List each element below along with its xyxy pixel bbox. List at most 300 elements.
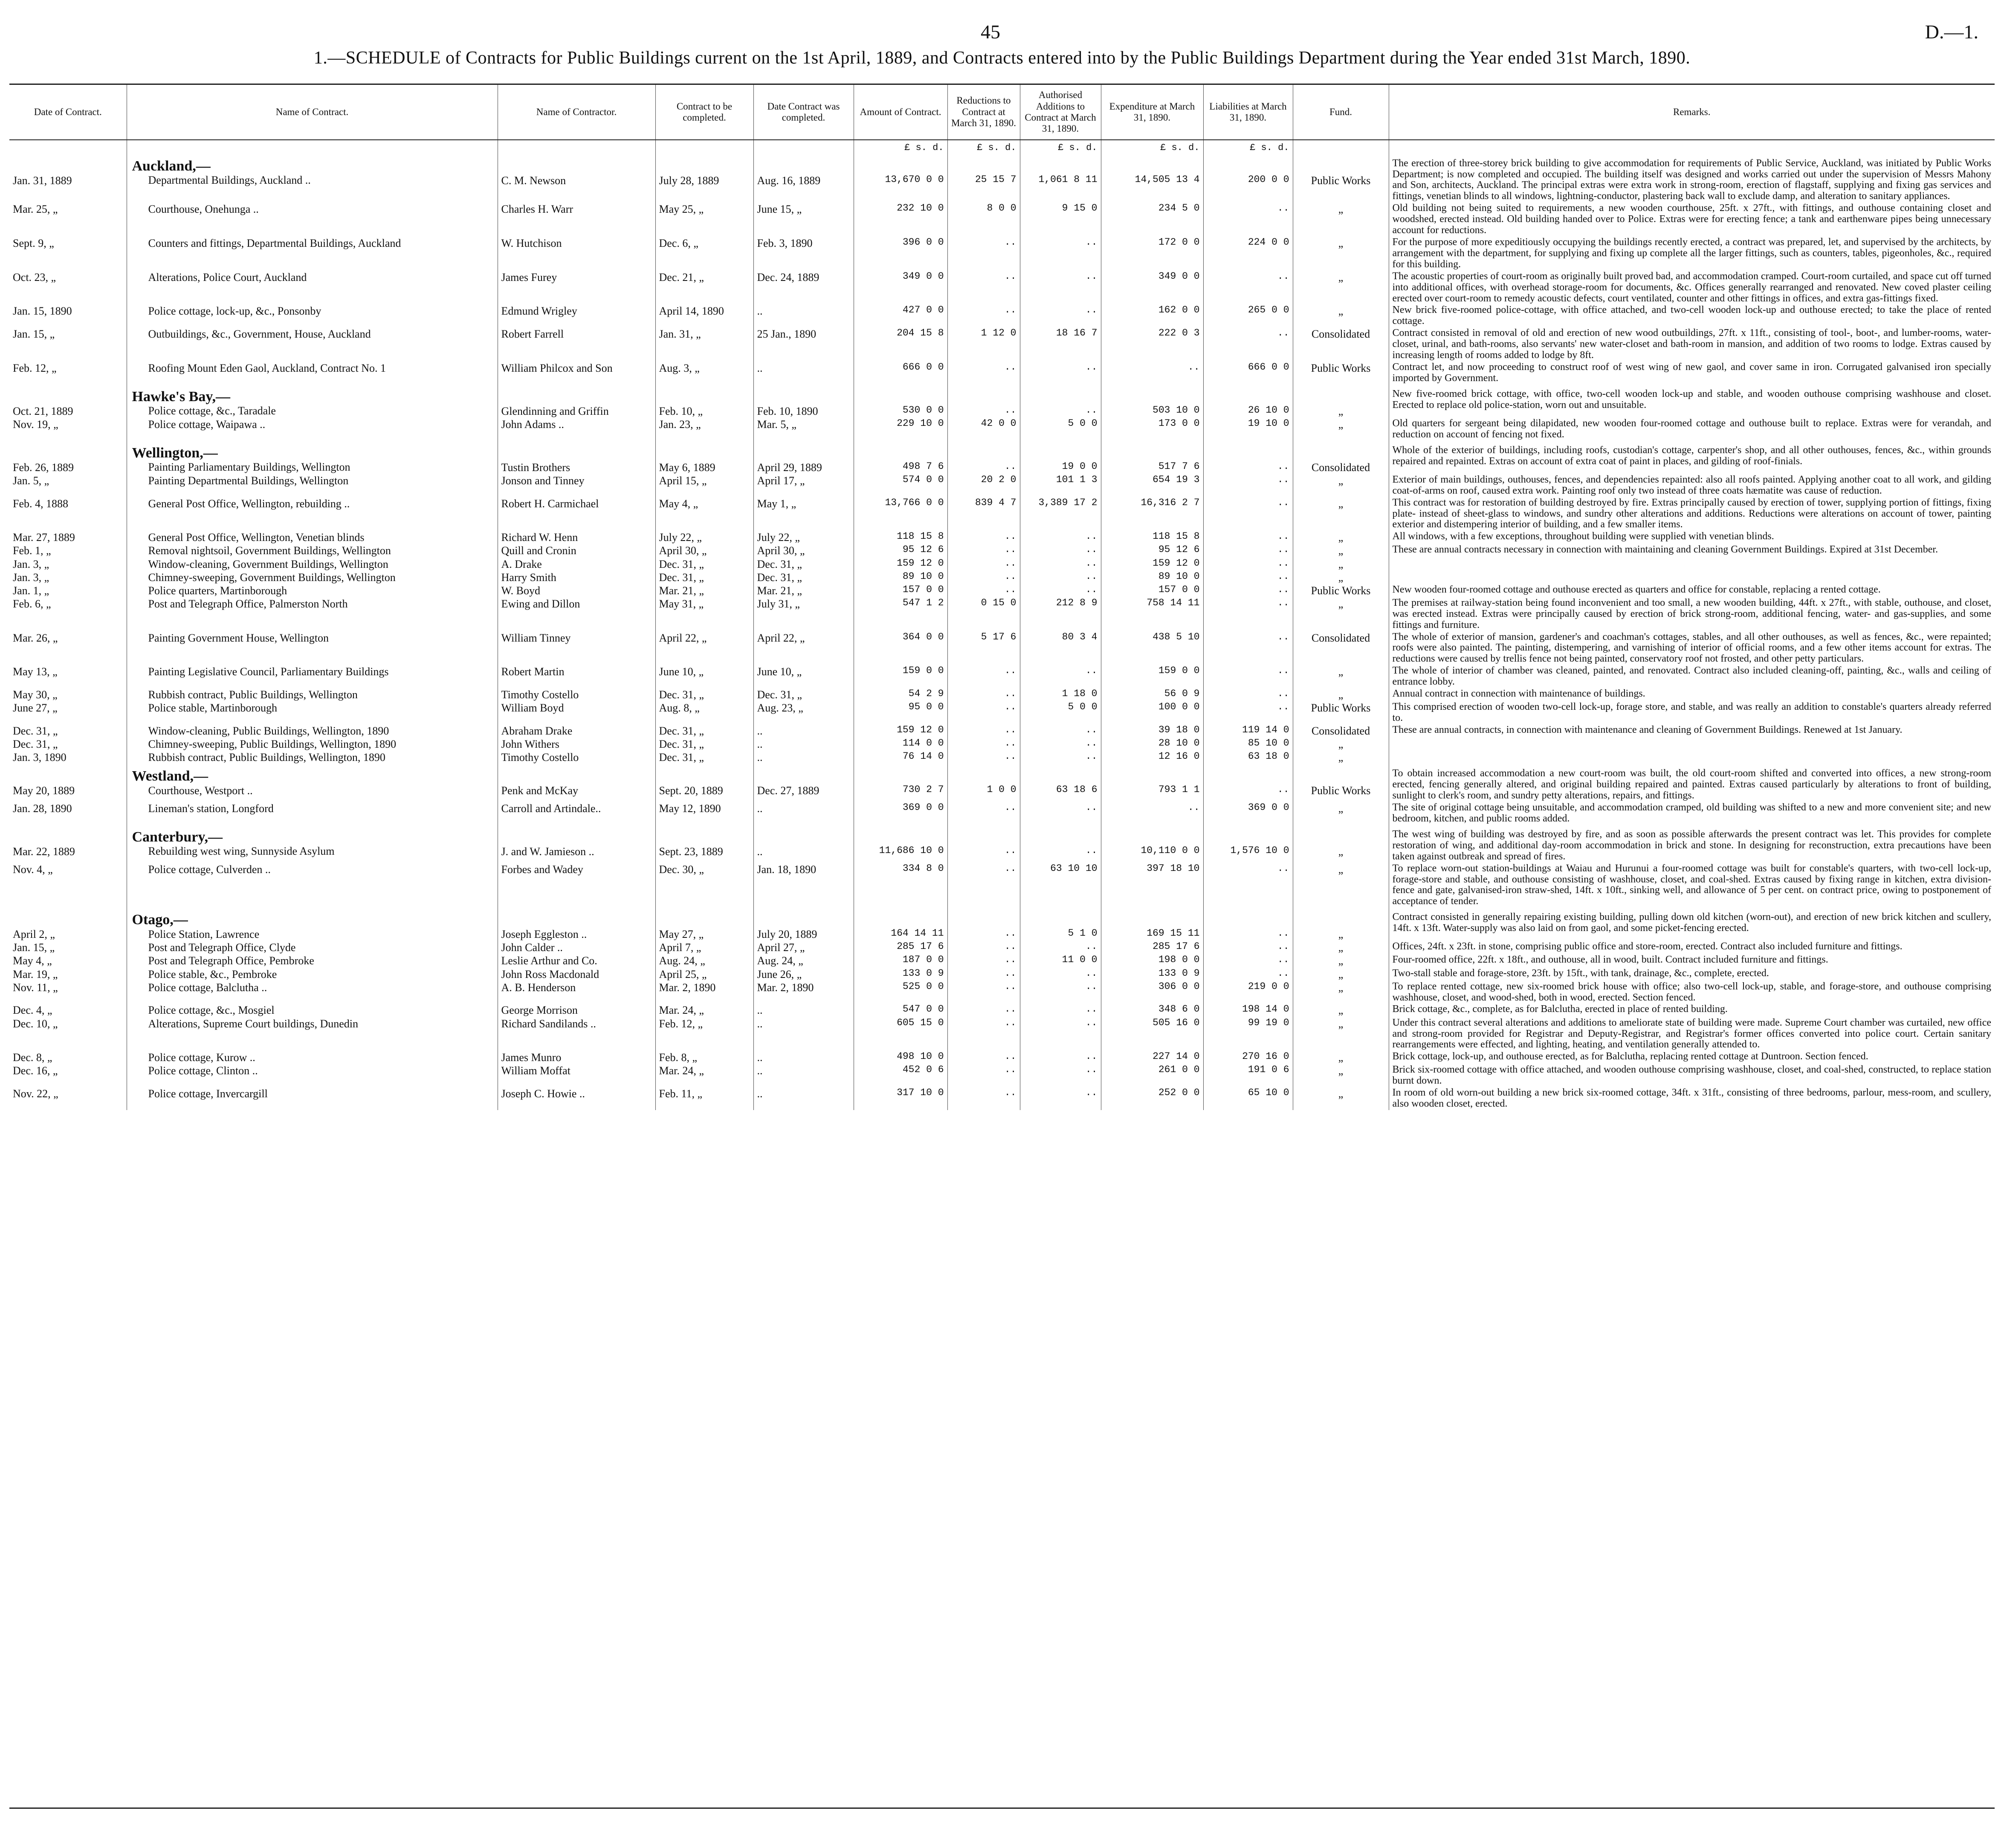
reductions: .. (947, 571, 1020, 584)
expenditure: 169 15 11 (1101, 908, 1203, 941)
contract-name: Police cottage, lock-up, &c., Ponsonby (148, 305, 321, 318)
additions: .. (1020, 584, 1101, 597)
header-row (9, 84, 1995, 140)
date-completed: April 22, „ (753, 631, 854, 665)
liabilities: .. (1203, 474, 1293, 497)
expenditure: 12 16 0 (1101, 751, 1203, 764)
contract-name-cell (127, 1064, 498, 1087)
contractor-name: Timothy Costello (498, 688, 655, 701)
contract-name-cell (127, 968, 498, 981)
remarks: Whole of the exterior of buildings, including roofs, custodian's cottage, carpenter's shop, and all other outhouses, fences, &c., within grounds repaired and repainted. Extras on account of extra coat of paint in places, and gilding of roof-finials. (1389, 441, 1995, 474)
liabilities: 26 10 0 (1203, 385, 1293, 418)
contract-date: Sept. 9, „ (13, 237, 54, 249)
liabilities: 1,576 10 0 (1203, 825, 1293, 863)
contractor-name: A. B. Henderson (498, 981, 655, 1004)
date-completed: Feb. 3, 1890 (753, 237, 854, 271)
amount: 95 0 0 (854, 701, 947, 724)
date-completed: Mar. 21, „ (753, 584, 854, 597)
fund: „ (1293, 665, 1389, 688)
contract-name-cell (127, 597, 498, 631)
table-row (9, 688, 1995, 701)
reductions: .. (947, 1064, 1020, 1087)
amount: 547 0 0 (854, 1004, 947, 1017)
contract-name: General Post Office, Wellington, Venetian blinds (148, 531, 365, 544)
liabilities: .. (1203, 597, 1293, 631)
fund: „ (1293, 1004, 1389, 1017)
fund: Consolidated (1293, 631, 1389, 665)
date-completed: July 31, „ (753, 597, 854, 631)
date-completed: .. (753, 362, 854, 385)
liabilities: 85 10 0 (1203, 737, 1293, 751)
contract-name-cell (127, 737, 498, 751)
contract-name-cell (127, 327, 498, 362)
additions: .. (1020, 724, 1101, 737)
contractor-name: Timothy Costello (498, 751, 655, 764)
remarks: Old building not being suited to requirements, a new wooden courthouse, 25ft. x 27ft., with fittings, and outhouse containing closet and woodshed, erected instead. Old building handed over to Police. Extras were for erecting fence; a tank and earthenware pipes being unnecessary account for reductions. (1389, 202, 1995, 237)
to-be-completed: Dec. 6, „ (655, 237, 753, 271)
contractor-name: W. Boyd (498, 584, 655, 597)
liabilities: .. (1203, 863, 1293, 908)
contractor-name: John Adams .. (498, 418, 655, 441)
contract-name: Police cottage, Kurow .. (148, 1051, 255, 1064)
expenditure: .. (1101, 802, 1203, 825)
expenditure: 157 0 0 (1101, 584, 1203, 597)
amount: 157 0 0 (854, 584, 947, 597)
contractor-name: John Ross Macdonald (498, 968, 655, 981)
expenditure: 222 0 3 (1101, 327, 1203, 362)
reductions: .. (947, 544, 1020, 557)
expenditure: 100 0 0 (1101, 701, 1203, 724)
additions-unit: £ s. d. (1020, 140, 1101, 154)
contract-name-cell (127, 751, 498, 764)
to-be-completed: Dec. 31, „ (655, 724, 753, 737)
date-completed: June 10, „ (753, 665, 854, 688)
to-be-completed: Sept. 23, 1889 (655, 825, 753, 863)
contract-date: May 13, „ (13, 665, 58, 678)
additions: .. (1020, 571, 1101, 584)
date-completed: Mar. 2, 1890 (753, 981, 854, 1004)
contract-name: Painting Departmental Buildings, Wellington (148, 474, 349, 487)
additions: .. (1020, 237, 1101, 271)
additions: 5 0 0 (1020, 418, 1101, 441)
remarks: This contract was for restoration of building destroyed by fire. Extras principally caused by erection of tower, supplying portion of fittings, fixing plate- instead of sheet-glass to windows, and sundry other alterations and additions. Reductions were alterations on account of tower, painting exterior and distempering interior of building, and a few smaller items. (1389, 497, 1995, 531)
contract-date: Mar. 26, „ (13, 631, 58, 644)
contract-date: Nov. 4, „ (13, 863, 53, 876)
liabilities: 65 10 0 (1203, 1087, 1293, 1110)
table-row (9, 1064, 1995, 1087)
contractor-name: Penk and McKay (498, 764, 655, 802)
reductions: .. (947, 1017, 1020, 1051)
date-completed: Dec. 31, „ (753, 558, 854, 571)
liabilities: 198 14 0 (1203, 1004, 1293, 1017)
fund: „ (1293, 418, 1389, 441)
contract-name-cell (127, 202, 498, 237)
fund: „ (1293, 237, 1389, 271)
remarks: The acoustic properties of court-room as originally built proved bad, and accommodation cramped. Court-room curtailed, and space cut off turned into additional offices, with overhead storage-room for documents, &c. Offices generally rearranged and renovated. New coved plaster ceiling erected over court-room to remedy acoustic defects, court ventilated, counter and other fittings in offices, and extra gas-fittings fixed. (1389, 271, 1995, 305)
contractor-name: John Calder .. (498, 941, 655, 954)
contract-name: Police cottage, &c., Taradale (148, 405, 276, 417)
contract-name: Police cottage, Culverden .. (148, 863, 271, 876)
to-be-completed: Dec. 21, „ (655, 271, 753, 305)
to-be-completed: Dec. 30, „ (655, 863, 753, 908)
remarks: Annual contract in connection with maintenance of buildings. (1389, 688, 1995, 701)
liabilities: 200 0 0 (1203, 154, 1293, 203)
reductions: .. (947, 558, 1020, 571)
liabilities: .. (1203, 701, 1293, 724)
expenditure: 285 17 6 (1101, 941, 1203, 954)
amount: 498 7 6 (854, 441, 947, 474)
table-row (9, 751, 1995, 764)
contract-name-cell (127, 441, 498, 474)
amount: 13,670 0 0 (854, 154, 947, 203)
contract-name-cell (127, 941, 498, 954)
to-be-completed: Aug. 24, „ (655, 954, 753, 967)
expenditure: 10,110 0 0 (1101, 825, 1203, 863)
date-completed: .. (753, 1087, 854, 1110)
remarks: Four-roomed office, 22ft. x 18ft., and outhouse, all in wood, built. Contract included furniture and fittings. (1389, 954, 1995, 967)
amount: 547 1 2 (854, 597, 947, 631)
contract-name: Police cottage, Balclutha .. (148, 981, 267, 994)
reductions: .. (947, 825, 1020, 863)
expenditure: 28 10 0 (1101, 737, 1203, 751)
amount: 605 15 0 (854, 1017, 947, 1051)
remarks: Contract consisted in generally repairing existing building, pulling down old kitchen (worn-out), and erection of new brick kitchen and scullery, 14ft. x 13ft. Water-supply was also laid on from gaol, and some picket-fencing erected. (1389, 908, 1995, 941)
amount: 427 0 0 (854, 304, 947, 327)
to-be-completed: Aug. 3, „ (655, 362, 753, 385)
date-completed: June 15, „ (753, 202, 854, 237)
date-completed: .. (753, 1017, 854, 1051)
amount: 369 0 0 (854, 802, 947, 825)
reductions: .. (947, 968, 1020, 981)
date-completed: .. (753, 304, 854, 327)
to-be-completed: April 7, „ (655, 941, 753, 954)
liabilities: .. (1203, 688, 1293, 701)
contract-name: Window-cleaning, Government Buildings, Wellington (148, 558, 388, 570)
contract-name: Lineman's station, Longford (148, 802, 274, 815)
to-be-completed: Sept. 20, 1889 (655, 764, 753, 802)
page-number: 45 (981, 21, 1000, 43)
contractor-name: W. Hutchison (498, 237, 655, 271)
expenditure: 503 10 0 (1101, 385, 1203, 418)
table-row (9, 968, 1995, 981)
reductions: 8 0 0 (947, 202, 1020, 237)
contract-date: Jan. 3, „ (13, 571, 49, 584)
contract-name: Removal nightsoil, Government Buildings, Wellington (148, 544, 391, 557)
amount: 285 17 6 (854, 941, 947, 954)
remarks (1389, 737, 1995, 751)
contract-name-cell (127, 631, 498, 665)
reductions: .. (947, 304, 1020, 327)
table-row (9, 558, 1995, 571)
to-be-completed: May 6, 1889 (655, 441, 753, 474)
additions: .. (1020, 665, 1101, 688)
to-be-completed: Dec. 31, „ (655, 737, 753, 751)
contract-name-cell (127, 825, 498, 863)
liabilities: 666 0 0 (1203, 362, 1293, 385)
fund: „ (1293, 474, 1389, 497)
to-be-completed: April 14, 1890 (655, 304, 753, 327)
contract-date: Jan. 15, 1890 (13, 305, 72, 318)
additions: 212 8 9 (1020, 597, 1101, 631)
fund: Consolidated (1293, 327, 1389, 362)
region-heading: Hawke's Bay,— (132, 388, 230, 405)
date-completed: July 20, 1889 (753, 908, 854, 941)
contract-name-cell (127, 954, 498, 967)
additions: .. (1020, 825, 1101, 863)
to-be-completed: July 22, „ (655, 531, 753, 544)
liabilities: 191 0 6 (1203, 1064, 1293, 1087)
fund: „ (1293, 737, 1389, 751)
fund: „ (1293, 1017, 1389, 1051)
contract-name-cell (127, 863, 498, 908)
contract-name-cell (127, 724, 498, 737)
amount: 364 0 0 (854, 631, 947, 665)
contract-name: Police cottage, Clinton .. (148, 1064, 258, 1077)
table-row (9, 764, 1995, 802)
contract-date: Dec. 31, „ (13, 738, 58, 751)
additions: 1 18 0 (1020, 688, 1101, 701)
amount: 396 0 0 (854, 237, 947, 271)
date-completed: .. (753, 1064, 854, 1087)
contract-date: Mar. 19, „ (13, 968, 58, 980)
reductions: .. (947, 981, 1020, 1004)
additions: .. (1020, 1004, 1101, 1017)
remarks: These are annual contracts necessary in connection with maintaining and cleaning Government Buildings. Expired at 31st December. (1389, 544, 1995, 557)
expenditure: 198 0 0 (1101, 954, 1203, 967)
fund: „ (1293, 385, 1389, 418)
reductions: 0 15 0 (947, 597, 1020, 631)
remarks: These are annual contracts, in connection with maintenance and cleaning of Government Buildings. Renewed at 1st January. (1389, 724, 1995, 737)
contract-name-cell (127, 1017, 498, 1051)
region-heading: Auckland,— (132, 158, 211, 174)
liabilities: 119 14 0 (1203, 724, 1293, 737)
table-row (9, 737, 1995, 751)
additions: .. (1020, 1064, 1101, 1087)
table-row (9, 941, 1995, 954)
date-completed: Dec. 24, 1889 (753, 271, 854, 305)
contractor-name: Abraham Drake (498, 724, 655, 737)
contractor-name: William Moffat (498, 1064, 655, 1087)
table-row (9, 802, 1995, 825)
liabilities: 99 19 0 (1203, 1017, 1293, 1051)
date-completed: May 1, „ (753, 497, 854, 531)
expenditure: 234 5 0 (1101, 202, 1203, 237)
contract-name-cell (127, 908, 498, 941)
additions: .. (1020, 544, 1101, 557)
date-completed: Aug. 16, 1889 (753, 154, 854, 203)
contract-name-cell (127, 1004, 498, 1017)
contract-name-cell (127, 764, 498, 802)
to-be-completed: Mar. 21, „ (655, 584, 753, 597)
to-be-completed: May 27, „ (655, 908, 753, 941)
reductions: .. (947, 665, 1020, 688)
expenditure: 517 7 6 (1101, 441, 1203, 474)
liabilities: 219 0 0 (1203, 981, 1293, 1004)
remarks: The whole of interior of chamber was cleaned, painted, and renovated. Contract also included cleaning-off, painting, &c., walls and ceiling of entrance lobby. (1389, 665, 1995, 688)
additions: .. (1020, 1017, 1101, 1051)
contractor-name: William Tinney (498, 631, 655, 665)
contract-date: Feb. 4, 1888 (13, 497, 68, 510)
date-completed: April 27, „ (753, 941, 854, 954)
contractor-name: Richard W. Henn (498, 531, 655, 544)
amount: 89 10 0 (854, 571, 947, 584)
expenditure-unit: £ s. d. (1101, 140, 1203, 154)
expenditure: .. (1101, 362, 1203, 385)
amount: 114 0 0 (854, 737, 947, 751)
amount: 133 0 9 (854, 968, 947, 981)
additions: 18 16 7 (1020, 327, 1101, 362)
date-completed: .. (753, 1004, 854, 1017)
additions: 5 0 0 (1020, 701, 1101, 724)
expenditure: 348 6 0 (1101, 1004, 1203, 1017)
expenditure: 133 0 9 (1101, 968, 1203, 981)
contract-date: Jan. 3, 1890 (13, 751, 67, 764)
additions: .. (1020, 362, 1101, 385)
amount: 54 2 9 (854, 688, 947, 701)
liabilities: .. (1203, 202, 1293, 237)
date-completed: April 17, „ (753, 474, 854, 497)
table-row (9, 1004, 1995, 1017)
table-row (9, 908, 1995, 941)
fund: „ (1293, 751, 1389, 764)
remarks (1389, 751, 1995, 764)
additions: .. (1020, 1051, 1101, 1064)
additions: 19 0 0 (1020, 441, 1101, 474)
to-be-completed: Feb. 12, „ (655, 1017, 753, 1051)
expenditure: 793 1 1 (1101, 764, 1203, 802)
contract-name-cell (127, 701, 498, 724)
date-completed: .. (753, 802, 854, 825)
expenditure: 172 0 0 (1101, 237, 1203, 271)
remarks: The erection of three-storey brick building to give accommodation for requirements of Public Service, Auckland, was initiated by Public Works Department; is now completed and occupied. The building itself was designed and works carried out under the supervision of Messrs Mahony and Son, architects, Auckland. The principal extras were extra work in strong-room, erection of flagstaff, supplying and fixing gas services and fittings, venetian blinds to all windows, lightning-conductor, plastering back wall to exclude damp, and alteration to sanitary appliances. (1389, 154, 1995, 203)
fund: „ (1293, 271, 1389, 305)
to-be-completed: July 28, 1889 (655, 154, 753, 203)
remarks: Under this contract several alterations and additions to ameliorate state of building were made. Supreme Court chamber was curtailed, new office and strong-room provided for Registrar and Deputy-Registrar, and Registrar's former offices converted into police court. Certain sanitary rearrangements were effected, and lighting, heating, and ventilation generally attended to. (1389, 1017, 1995, 1051)
liabilities: .. (1203, 531, 1293, 544)
additions: 5 1 0 (1020, 908, 1101, 941)
fund: „ (1293, 981, 1389, 1004)
expenditure: 261 0 0 (1101, 1064, 1203, 1087)
contract-date: Feb. 26, 1889 (13, 461, 74, 474)
contract-name-cell (127, 981, 498, 1004)
remarks: Contract let, and now proceeding to construct roof of west wing of new gaol, and cover same in iron. Corrugated galvanised iron specially imported by Government. (1389, 362, 1995, 385)
fund: „ (1293, 954, 1389, 967)
contract-name-cell (127, 237, 498, 271)
contract-name: Post and Telegraph Office, Clyde (148, 941, 296, 954)
header-contractor: Name of Contractor. (498, 84, 655, 140)
remarks: Old quarters for sergeant being dilapidated, new wooden four-roomed cottage and outhouse built to replace. Extras were for verandah, and reduction on account of fencing not fixed. (1389, 418, 1995, 441)
additions: .. (1020, 737, 1101, 751)
to-be-completed: May 31, „ (655, 597, 753, 631)
reductions: .. (947, 362, 1020, 385)
contract-name: General Post Office, Wellington, rebuilding .. (148, 497, 350, 510)
liabilities: .. (1203, 544, 1293, 557)
liabilities: .. (1203, 584, 1293, 597)
date-completed: .. (753, 737, 854, 751)
expenditure: 39 18 0 (1101, 724, 1203, 737)
additions: .. (1020, 802, 1101, 825)
contract-date: Jan. 31, 1889 (13, 174, 72, 187)
amount: 95 12 6 (854, 544, 947, 557)
liabilities: 265 0 0 (1203, 304, 1293, 327)
amount: 349 0 0 (854, 271, 947, 305)
date-completed: Aug. 24, „ (753, 954, 854, 967)
contract-name-cell (127, 362, 498, 385)
to-be-completed: May 4, „ (655, 497, 753, 531)
reductions: 20 2 0 (947, 474, 1020, 497)
contract-name: Chimney-sweeping, Government Buildings, Wellington (148, 571, 396, 584)
reductions: .. (947, 802, 1020, 825)
contractor-name: Ewing and Dillon (498, 597, 655, 631)
remarks: The west wing of building was destroyed by fire, and as soon as possible afterwards the present contract was let. This provides for complete restoration of wing, and additional day-room accommodation in brick and stone. In designing for reconstruction, extra precautions have been taken against outbreak and spread of fires. (1389, 825, 1995, 863)
date-completed: June 26, „ (753, 968, 854, 981)
contractor-name: Joseph C. Howie .. (498, 1087, 655, 1110)
additions: 3,389 17 2 (1020, 497, 1101, 531)
liabilities: 63 18 0 (1203, 751, 1293, 764)
amount: 11,686 10 0 (854, 825, 947, 863)
header-amount: Amount of Contract. (854, 84, 947, 140)
remarks: Brick six-roomed cottage with office attached, and wooden outhouse comprising washhouse, closet, and coal-shed, constructed, to replace station burnt down. (1389, 1064, 1995, 1087)
contract-name-cell (127, 665, 498, 688)
table-row (9, 724, 1995, 737)
to-be-completed: April 25, „ (655, 968, 753, 981)
contract-date: Jan. 5, „ (13, 474, 49, 487)
expenditure: 306 0 0 (1101, 981, 1203, 1004)
expenditure: 159 12 0 (1101, 558, 1203, 571)
remarks: Offices, 24ft. x 23ft. in stone, comprising public office and store-room, erected. Contract also included furniture and fittings. (1389, 941, 1995, 954)
additions: 101 1 3 (1020, 474, 1101, 497)
additions: 9 15 0 (1020, 202, 1101, 237)
to-be-completed: Feb. 8, „ (655, 1051, 753, 1064)
contract-date: Mar. 22, 1889 (13, 845, 75, 858)
additions: .. (1020, 751, 1101, 764)
reductions: .. (947, 941, 1020, 954)
amount: 118 15 8 (854, 531, 947, 544)
contractor-name: Robert Farrell (498, 327, 655, 362)
contractor-name: Quill and Cronin (498, 544, 655, 557)
table-row (9, 271, 1995, 305)
contract-date: Feb. 1, „ (13, 544, 51, 557)
reductions: .. (947, 441, 1020, 474)
remarks: The premises at railway-station being found inconvenient and too small, a new wooden building, 44ft. x 27ft., with stable, outhouse, and closet, was erected instead. Extras were principally caused by erection of brick strong-room, additional fencing, water- and gas-supplies, and some fittings and furniture. (1389, 597, 1995, 631)
date-completed: Mar. 5, „ (753, 418, 854, 441)
amount: 232 10 0 (854, 202, 947, 237)
contractor-name: William Philcox and Son (498, 362, 655, 385)
to-be-completed: June 10, „ (655, 665, 753, 688)
contract-date: May 20, 1889 (13, 784, 75, 797)
expenditure: 758 14 11 (1101, 597, 1203, 631)
to-be-completed: Mar. 2, 1890 (655, 981, 753, 1004)
contracts-schedule-table (9, 84, 1995, 1110)
liabilities: .. (1203, 968, 1293, 981)
contractor-name: William Boyd (498, 701, 655, 724)
expenditure: 95 12 6 (1101, 544, 1203, 557)
liabilities: .. (1203, 631, 1293, 665)
reductions: .. (947, 237, 1020, 271)
date-completed: Jan. 18, 1890 (753, 863, 854, 908)
contractor-name: Robert H. Carmichael (498, 497, 655, 531)
expenditure: 14,505 13 4 (1101, 154, 1203, 203)
document-reference: D.—1. (1925, 21, 1978, 43)
contract-name: Police stable, &c., Pembroke (148, 968, 277, 980)
remarks: New five-roomed brick cottage, with office, two-cell wooden lock-up and stable, and wooden outhouse comprising washhouse and closet. Erected to replace old police-station, worn out and unsuitable. (1389, 385, 1995, 418)
contractor-name: Carroll and Artindale.. (498, 802, 655, 825)
reductions: .. (947, 584, 1020, 597)
contract-name-cell (127, 1087, 498, 1110)
table-row (9, 441, 1995, 474)
liabilities: .. (1203, 271, 1293, 305)
additions: .. (1020, 558, 1101, 571)
